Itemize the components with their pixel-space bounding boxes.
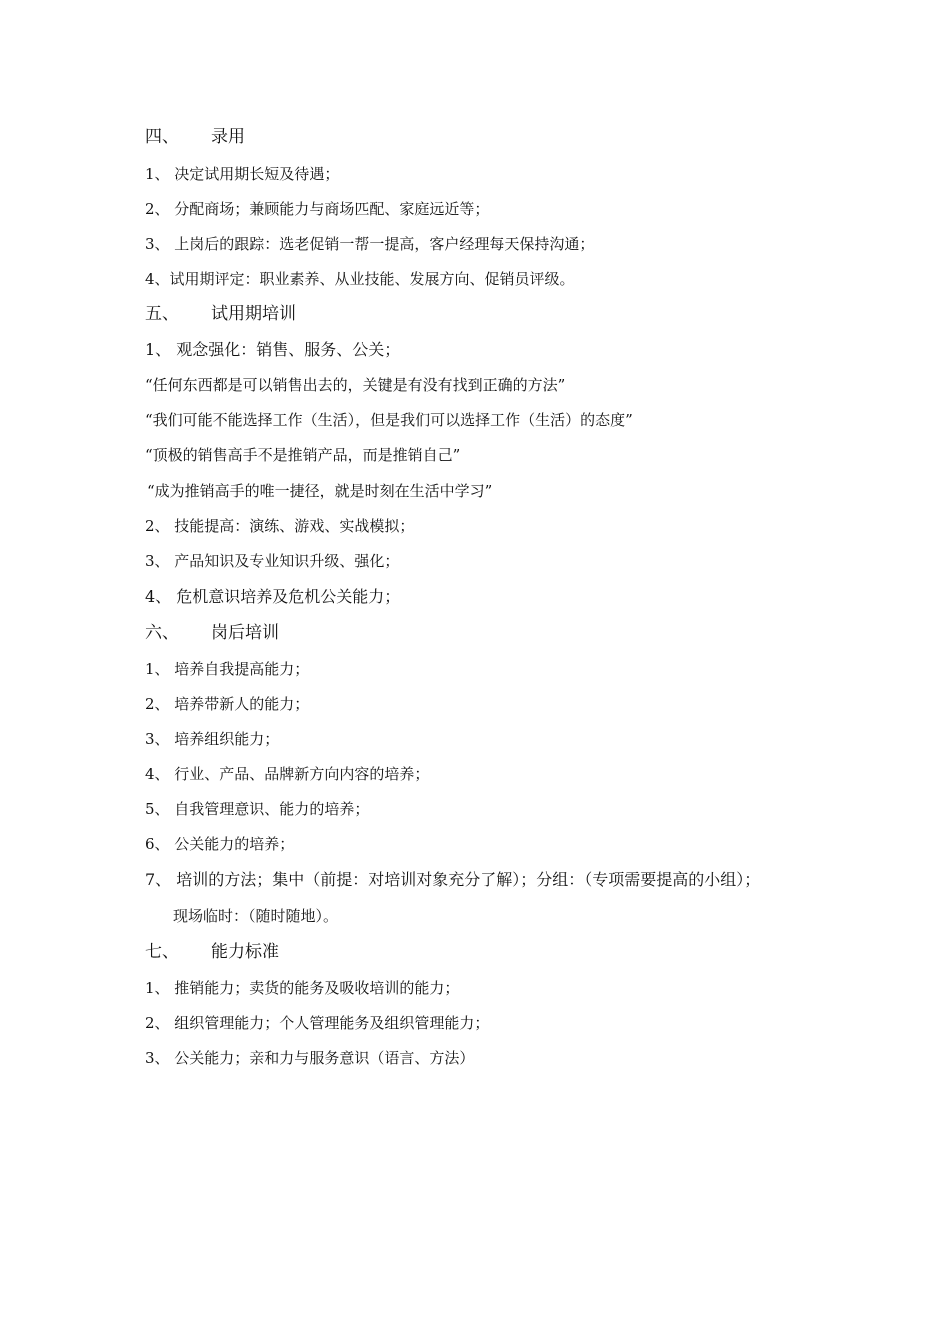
list-item: 2、 分配商场；兼顾能力与商场匹配、家庭远近等；: [145, 200, 490, 218]
list-item: 2、 技能提高：演练、游戏、实战模拟；: [145, 517, 415, 535]
section-heading: [145, 622, 279, 644]
section-title: 岗后培训: [211, 623, 279, 643]
quote-line: “成为推销高手的唯一捷径，就是时刻在生活中学习”: [147, 482, 493, 500]
section-number: 七、: [145, 942, 179, 962]
section-title: 能力标准: [211, 942, 279, 962]
list-item: 2、 组织管理能力；个人管理能务及组织管理能力；: [145, 1014, 490, 1032]
section-heading: [145, 126, 245, 148]
list-item: 3、 产品知识及专业知识升级、强化；: [145, 552, 400, 570]
quote-line: “顶极的销售高手不是推销产品，而是推销自己”: [145, 446, 461, 464]
list-item: 3、 上岗后的跟踪：选老促销一帮一提高，客户经理每天保持沟通；: [145, 235, 595, 253]
list-item: 2、 培养带新人的能力；: [145, 695, 310, 713]
section-heading: [145, 303, 296, 325]
list-item: 5、 自我管理意识、能力的培养；: [145, 800, 370, 818]
list-item: 4、 危机意识培养及危机公关能力；: [145, 587, 401, 606]
section-number: 六、: [145, 623, 179, 643]
list-item: 1、 推销能力；卖货的能务及吸收培训的能力；: [145, 979, 460, 997]
list-item: 3、 公关能力；亲和力与服务意识（语言、方法）: [145, 1049, 475, 1067]
section-title: 试用期培训: [211, 304, 296, 324]
section-title: 录用: [211, 127, 245, 147]
list-item: 3、 培养组织能力；: [145, 730, 280, 748]
section-number: 五、: [145, 304, 179, 324]
list-item: 1、 观念强化：销售、服务、公关；: [145, 340, 401, 359]
list-item: 1、 决定试用期长短及待遇；: [145, 165, 340, 183]
list-item: 6、 公关能力的培养；: [145, 835, 295, 853]
list-item: 4、 行业、产品、品牌新方向内容的培养；: [145, 765, 430, 783]
quote-line: “我们可能不能选择工作（生活），但是我们可以选择工作（生活）的态度”: [145, 411, 633, 429]
quote-line: “任何东西都是可以销售出去的，关键是有没有找到正确的方法”: [145, 376, 566, 394]
list-item: 4、试用期评定：职业素养、从业技能、发展方向、促销员评级。: [145, 270, 575, 288]
section-number: 四、: [145, 127, 179, 147]
list-item: 7、 培训的方法；集中（前提：对培训对象充分了解）；分组：（专项需要提高的小组）；: [145, 870, 761, 889]
list-item-continuation: 现场临时：（随时随地）。: [173, 907, 339, 925]
list-item: 1、 培养自我提高能力；: [145, 660, 310, 678]
section-heading: [145, 941, 279, 963]
